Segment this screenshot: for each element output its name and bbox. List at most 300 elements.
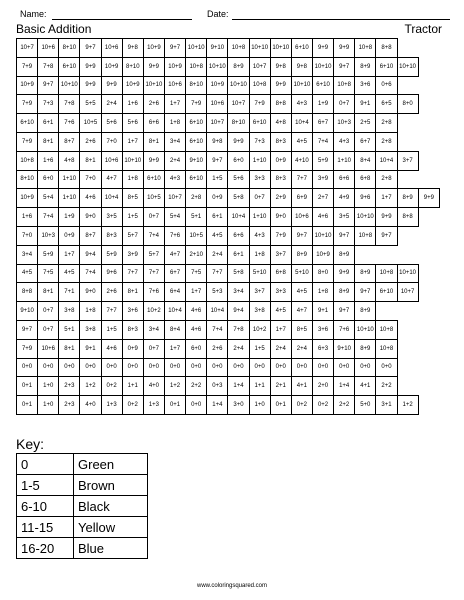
problem-cell[interactable]: 10+5 (186, 226, 207, 245)
problem-cell[interactable]: 0+6 (376, 76, 397, 95)
problem-cell[interactable]: 6+6 (334, 170, 355, 189)
problem-cell[interactable]: 2+8 (376, 170, 397, 189)
problem-cell[interactable]: 9+9 (228, 132, 249, 151)
problem-cell[interactable]: 6+5 (376, 95, 397, 114)
problem-cell[interactable]: 1+10 (249, 151, 270, 170)
problem-cell[interactable]: 3+5 (334, 208, 355, 227)
problem-cell[interactable]: 10+9 (17, 189, 38, 208)
problem-cell[interactable]: 5+10 (249, 264, 270, 283)
problem-cell[interactable]: 5+6 (101, 114, 122, 133)
problem-cell[interactable]: 9+9 (334, 39, 355, 58)
problem-cell[interactable]: 6+4 (164, 283, 185, 302)
problem-cell[interactable]: 9+9 (418, 189, 439, 208)
problem-cell[interactable]: 9+1 (355, 95, 376, 114)
problem-cell[interactable]: 0+0 (355, 358, 376, 377)
problem-cell[interactable]: 4+5 (17, 264, 38, 283)
problem-cell[interactable]: 7+1 (59, 283, 80, 302)
problem-cell[interactable]: 1+3 (143, 396, 164, 415)
problem-cell[interactable]: 0+3 (207, 377, 228, 396)
problem-cell[interactable]: 10+6 (101, 151, 122, 170)
problem-cell[interactable]: 9+9 (143, 151, 164, 170)
problem-cell[interactable]: 10+6 (101, 39, 122, 58)
problem-cell[interactable]: 4+10 (291, 151, 312, 170)
problem-cell[interactable]: 10+4 (291, 114, 312, 133)
problem-cell[interactable]: 10+10 (291, 76, 312, 95)
problem-cell[interactable]: 6+8 (270, 264, 291, 283)
problem-cell[interactable]: 3+9 (312, 170, 333, 189)
problem-cell[interactable]: 2+2 (376, 377, 397, 396)
problem-cell[interactable]: 8+9 (397, 189, 418, 208)
problem-cell[interactable]: 10+8 (376, 264, 397, 283)
problem-cell[interactable]: 0+0 (164, 358, 185, 377)
problem-cell[interactable]: 5+8 (228, 264, 249, 283)
problem-cell[interactable]: 8+3 (270, 132, 291, 151)
problem-cell[interactable]: 1+1 (249, 377, 270, 396)
problem-cell[interactable]: 2+9 (270, 189, 291, 208)
problem-cell[interactable]: 9+7 (207, 151, 228, 170)
problem-cell[interactable]: 1+8 (249, 245, 270, 264)
problem-cell[interactable]: 7+5 (38, 264, 59, 283)
problem-cell[interactable]: 10+9 (17, 76, 38, 95)
problem-cell[interactable]: 8+10 (186, 76, 207, 95)
problem-cell[interactable]: 3+9 (122, 245, 143, 264)
problem-cell[interactable]: 7+4 (312, 132, 333, 151)
problem-cell[interactable]: 10+7 (207, 114, 228, 133)
problem-cell[interactable]: 2+7 (312, 189, 333, 208)
problem-cell[interactable]: 1+3 (101, 396, 122, 415)
problem-cell[interactable]: 1+8 (80, 302, 101, 321)
problem-cell[interactable]: 7+9 (17, 132, 38, 151)
problem-cell[interactable]: 10+10 (270, 39, 291, 58)
problem-cell[interactable]: 3+3 (249, 170, 270, 189)
problem-cell[interactable]: 1+0 (249, 396, 270, 415)
problem-cell[interactable]: 5+9 (312, 151, 333, 170)
problem-cell[interactable]: 10+7 (17, 39, 38, 58)
problem-cell[interactable]: 8+0 (397, 95, 418, 114)
problem-cell[interactable]: 8+8 (376, 39, 397, 58)
problem-cell[interactable]: 0+0 (249, 358, 270, 377)
problem-cell[interactable]: 0+1 (17, 396, 38, 415)
problem-cell[interactable]: 2+4 (101, 95, 122, 114)
problem-cell[interactable]: 0+2 (312, 396, 333, 415)
problem-cell[interactable]: 10+4 (376, 151, 397, 170)
problem-cell[interactable]: 0+2 (122, 396, 143, 415)
problem-cell[interactable]: 4+0 (143, 377, 164, 396)
problem-cell[interactable]: 9+9 (80, 76, 101, 95)
problem-cell[interactable]: 8+9 (355, 339, 376, 358)
problem-cell[interactable]: 4+6 (80, 189, 101, 208)
problem-cell[interactable]: 6+10 (186, 170, 207, 189)
problem-cell[interactable]: 10+4 (164, 302, 185, 321)
problem-cell[interactable]: 3+7 (270, 245, 291, 264)
problem-cell[interactable]: 7+0 (80, 170, 101, 189)
problem-cell[interactable]: 7+7 (122, 264, 143, 283)
problem-cell[interactable]: 10+10 (207, 57, 228, 76)
problem-cell[interactable]: 0+0 (270, 358, 291, 377)
problem-cell[interactable]: 10+9 (101, 57, 122, 76)
problem-cell[interactable]: 1+10 (249, 208, 270, 227)
problem-cell[interactable]: 5+6 (122, 114, 143, 133)
problem-cell[interactable]: 8+8 (397, 208, 418, 227)
problem-cell[interactable]: 0+0 (207, 358, 228, 377)
problem-cell[interactable]: 6+3 (312, 339, 333, 358)
problem-cell[interactable]: 9+7 (376, 226, 397, 245)
problem-cell[interactable]: 2+4 (164, 151, 185, 170)
problem-cell[interactable]: 7+8 (59, 95, 80, 114)
problem-cell[interactable]: 1+8 (122, 170, 143, 189)
problem-cell[interactable]: 10+10 (186, 39, 207, 58)
problem-cell[interactable]: 2+4 (228, 339, 249, 358)
problem-cell[interactable]: 9+7 (38, 76, 59, 95)
problem-cell[interactable]: 3+4 (164, 132, 185, 151)
problem-cell[interactable]: 0+9 (207, 189, 228, 208)
problem-cell[interactable]: 5+1 (59, 320, 80, 339)
problem-cell[interactable]: 7+4 (207, 320, 228, 339)
problem-cell[interactable]: 2+6 (80, 132, 101, 151)
problem-cell[interactable]: 2+4 (291, 339, 312, 358)
problem-cell[interactable]: 8+3 (101, 226, 122, 245)
problem-cell[interactable]: 1+2 (80, 377, 101, 396)
problem-cell[interactable]: 0+9 (270, 151, 291, 170)
problem-cell[interactable]: 1+7 (270, 320, 291, 339)
problem-cell[interactable]: 1+6 (122, 95, 143, 114)
problem-cell[interactable]: 7+4 (80, 264, 101, 283)
problem-cell[interactable]: 2+3 (59, 377, 80, 396)
problem-cell[interactable]: 4+7 (291, 302, 312, 321)
problem-cell[interactable]: 10+10 (122, 151, 143, 170)
problem-cell[interactable]: 10+8 (17, 151, 38, 170)
problem-cell[interactable]: 10+8 (186, 57, 207, 76)
problem-cell[interactable]: 0+0 (228, 358, 249, 377)
problem-cell[interactable]: 0+0 (38, 358, 59, 377)
problem-cell[interactable]: 3+3 (270, 283, 291, 302)
problem-cell[interactable]: 1+9 (59, 208, 80, 227)
problem-cell[interactable]: 1+7 (59, 245, 80, 264)
problem-cell[interactable]: 0+1 (17, 377, 38, 396)
problem-cell[interactable]: 7+7 (291, 170, 312, 189)
problem-cell[interactable]: 0+0 (101, 358, 122, 377)
problem-cell[interactable]: 4+3 (164, 170, 185, 189)
problem-cell[interactable]: 10+3 (334, 114, 355, 133)
problem-cell[interactable]: 3+7 (249, 283, 270, 302)
problem-cell[interactable]: 7+7 (207, 264, 228, 283)
problem-cell[interactable]: 9+10 (17, 302, 38, 321)
problem-cell[interactable]: 0+7 (38, 320, 59, 339)
problem-cell[interactable]: 6+7 (164, 264, 185, 283)
problem-cell[interactable]: 2+0 (312, 377, 333, 396)
problem-cell[interactable]: 8+0 (312, 264, 333, 283)
problem-cell[interactable]: 6+10 (376, 283, 397, 302)
problem-cell[interactable]: 9+9 (312, 39, 333, 58)
problem-cell[interactable]: 1+10 (59, 170, 80, 189)
problem-cell[interactable]: 3+8 (59, 302, 80, 321)
problem-cell[interactable]: 10+7 (228, 95, 249, 114)
problem-cell[interactable]: 1+1 (122, 377, 143, 396)
problem-cell[interactable]: 10+6 (38, 339, 59, 358)
problem-cell[interactable]: 4+5 (207, 226, 228, 245)
problem-cell[interactable]: 0+7 (143, 208, 164, 227)
problem-cell[interactable]: 10+6 (207, 95, 228, 114)
problem-cell[interactable]: 5+9 (38, 245, 59, 264)
problem-cell[interactable]: 5+1 (186, 208, 207, 227)
problem-cell[interactable]: 8+1 (122, 283, 143, 302)
problem-cell[interactable]: 3+6 (312, 320, 333, 339)
problem-cell[interactable]: 4+1 (355, 377, 376, 396)
problem-cell[interactable]: 4+9 (334, 189, 355, 208)
problem-cell[interactable]: 8+9 (355, 302, 376, 321)
problem-cell[interactable]: 4+0 (80, 396, 101, 415)
problem-cell[interactable]: 4+6 (186, 320, 207, 339)
problem-cell[interactable]: 10+6 (38, 39, 59, 58)
problem-cell[interactable]: 9+8 (270, 57, 291, 76)
problem-cell[interactable]: 8+4 (355, 151, 376, 170)
problem-cell[interactable]: 1+4 (207, 396, 228, 415)
problem-cell[interactable]: 8+7 (80, 226, 101, 245)
problem-cell[interactable]: 9+0 (270, 208, 291, 227)
problem-cell[interactable]: 8+9 (355, 264, 376, 283)
problem-cell[interactable]: 2+6 (143, 95, 164, 114)
problem-cell[interactable]: 3+6 (122, 302, 143, 321)
problem-cell[interactable]: 9+6 (355, 189, 376, 208)
problem-cell[interactable]: 0+0 (186, 396, 207, 415)
problem-cell[interactable]: 0+0 (17, 358, 38, 377)
problem-cell[interactable]: 10+8 (376, 339, 397, 358)
problem-cell[interactable]: 10+5 (80, 114, 101, 133)
problem-cell[interactable]: 9+1 (312, 302, 333, 321)
problem-cell[interactable]: 6+10 (376, 57, 397, 76)
problem-cell[interactable]: 4+3 (249, 226, 270, 245)
problem-cell[interactable]: 1+6 (17, 208, 38, 227)
problem-cell[interactable]: 4+8 (270, 114, 291, 133)
problem-cell[interactable]: 10+10 (249, 39, 270, 58)
problem-cell[interactable]: 5+0 (355, 396, 376, 415)
problem-cell[interactable]: 10+6 (164, 76, 185, 95)
problem-cell[interactable]: 8+8 (270, 95, 291, 114)
problem-cell[interactable]: 0+7 (143, 339, 164, 358)
problem-cell[interactable]: 7+9 (17, 57, 38, 76)
problem-cell[interactable]: 6+10 (312, 76, 333, 95)
problem-cell[interactable]: 8+9 (334, 283, 355, 302)
problem-cell[interactable]: 10+10 (312, 226, 333, 245)
problem-cell[interactable]: 9+9 (334, 264, 355, 283)
problem-cell[interactable]: 0+0 (122, 358, 143, 377)
problem-cell[interactable]: 1+6 (38, 151, 59, 170)
problem-cell[interactable]: 7+6 (143, 283, 164, 302)
problem-cell[interactable]: 7+9 (270, 226, 291, 245)
problem-cell[interactable]: 3+6 (355, 76, 376, 95)
problem-cell[interactable]: 4+6 (101, 339, 122, 358)
problem-cell[interactable]: 2+8 (186, 189, 207, 208)
problem-cell[interactable]: 9+1 (80, 339, 101, 358)
problem-cell[interactable]: 8+7 (59, 132, 80, 151)
problem-cell[interactable]: 2+8 (376, 132, 397, 151)
problem-cell[interactable]: 1+4 (228, 377, 249, 396)
problem-cell[interactable]: 4+5 (59, 264, 80, 283)
problem-cell[interactable]: 8+9 (291, 245, 312, 264)
problem-cell[interactable]: 4+8 (59, 151, 80, 170)
problem-cell[interactable]: 1+7 (186, 283, 207, 302)
problem-cell[interactable]: 3+1 (376, 396, 397, 415)
problem-cell[interactable]: 1+2 (164, 377, 185, 396)
problem-cell[interactable]: 10+7 (249, 57, 270, 76)
problem-cell[interactable]: 0+0 (186, 358, 207, 377)
problem-cell[interactable]: 6+7 (312, 114, 333, 133)
problem-cell[interactable]: 0+7 (334, 95, 355, 114)
problem-cell[interactable]: 6+0 (228, 151, 249, 170)
problem-cell[interactable]: 1+7 (122, 132, 143, 151)
problem-cell[interactable]: 6+8 (355, 170, 376, 189)
problem-cell[interactable]: 1+7 (376, 189, 397, 208)
problem-cell[interactable]: 10+9 (312, 245, 333, 264)
problem-cell[interactable]: 7+9 (249, 95, 270, 114)
problem-cell[interactable]: 9+8 (291, 57, 312, 76)
problem-cell[interactable]: 8+4 (164, 320, 185, 339)
problem-cell[interactable]: 1+10 (59, 189, 80, 208)
problem-cell[interactable]: 9+7 (291, 226, 312, 245)
problem-cell[interactable]: 10+10 (397, 264, 418, 283)
problem-cell[interactable]: 8+9 (355, 57, 376, 76)
problem-cell[interactable]: 10+10 (228, 76, 249, 95)
problem-cell[interactable]: 6+10 (59, 57, 80, 76)
problem-cell[interactable]: 8+5 (291, 320, 312, 339)
problem-cell[interactable]: 10+10 (355, 208, 376, 227)
problem-cell[interactable]: 0+7 (249, 189, 270, 208)
problem-cell[interactable]: 5+3 (207, 283, 228, 302)
problem-cell[interactable]: 9+7 (334, 57, 355, 76)
problem-cell[interactable]: 5+7 (122, 226, 143, 245)
problem-cell[interactable]: 10+9 (143, 39, 164, 58)
problem-cell[interactable]: 8+10 (228, 114, 249, 133)
problem-cell[interactable]: 9+9 (143, 57, 164, 76)
problem-cell[interactable]: 10+7 (397, 283, 418, 302)
problem-cell[interactable]: 2+10 (186, 245, 207, 264)
problem-cell[interactable]: 5+6 (228, 170, 249, 189)
problem-cell[interactable]: 9+10 (334, 339, 355, 358)
problem-cell[interactable]: 10+8 (355, 226, 376, 245)
problem-cell[interactable]: 9+8 (122, 39, 143, 58)
problem-cell[interactable]: 9+9 (270, 76, 291, 95)
problem-cell[interactable]: 9+0 (80, 208, 101, 227)
problem-cell[interactable]: 2+6 (101, 283, 122, 302)
problem-cell[interactable]: 8+10 (17, 170, 38, 189)
problem-cell[interactable]: 2+2 (334, 396, 355, 415)
problem-cell[interactable]: 6+0 (38, 170, 59, 189)
problem-cell[interactable]: 7+3 (38, 95, 59, 114)
problem-cell[interactable]: 10+4 (101, 189, 122, 208)
problem-cell[interactable]: 3+0 (228, 396, 249, 415)
problem-cell[interactable]: 7+7 (143, 264, 164, 283)
problem-cell[interactable]: 9+7 (334, 226, 355, 245)
problem-cell[interactable]: 2+4 (207, 245, 228, 264)
problem-cell[interactable]: 6+10 (186, 114, 207, 133)
problem-cell[interactable]: 10+8 (355, 39, 376, 58)
problem-cell[interactable]: 1+5 (101, 320, 122, 339)
problem-cell[interactable]: 9+8 (207, 132, 228, 151)
problem-cell[interactable]: 3+4 (228, 283, 249, 302)
problem-cell[interactable]: 0+2 (101, 377, 122, 396)
problem-cell[interactable]: 4+7 (101, 170, 122, 189)
problem-cell[interactable]: 6+6 (143, 114, 164, 133)
problem-cell[interactable]: 7+6 (59, 114, 80, 133)
problem-cell[interactable]: 8+10 (122, 57, 143, 76)
problem-cell[interactable]: 8+9 (334, 245, 355, 264)
problem-cell[interactable]: 7+9 (186, 95, 207, 114)
problem-cell[interactable]: 9+10 (186, 151, 207, 170)
problem-cell[interactable]: 4+7 (164, 245, 185, 264)
problem-cell[interactable]: 10+8 (228, 39, 249, 58)
problem-cell[interactable]: 5+10 (291, 264, 312, 283)
problem-cell[interactable]: 3+8 (80, 320, 101, 339)
problem-cell[interactable]: 10+8 (249, 76, 270, 95)
problem-cell[interactable]: 9+7 (164, 39, 185, 58)
problem-cell[interactable]: 1+2 (397, 396, 418, 415)
problem-cell[interactable]: 10+10 (59, 76, 80, 95)
problem-cell[interactable]: 1+7 (164, 95, 185, 114)
problem-cell[interactable]: 1+4 (334, 377, 355, 396)
problem-cell[interactable]: 9+9 (376, 208, 397, 227)
problem-cell[interactable]: 4+3 (291, 95, 312, 114)
problem-cell[interactable]: 0+0 (143, 358, 164, 377)
problem-cell[interactable]: 0+0 (59, 358, 80, 377)
problem-cell[interactable]: 9+9 (101, 76, 122, 95)
problem-cell[interactable]: 8+1 (38, 283, 59, 302)
problem-cell[interactable]: 6+10 (291, 39, 312, 58)
problem-cell[interactable]: 1+5 (207, 170, 228, 189)
problem-cell[interactable]: 0+9 (59, 226, 80, 245)
problem-cell[interactable]: 2+6 (207, 339, 228, 358)
problem-cell[interactable]: 0+7 (38, 302, 59, 321)
problem-cell[interactable]: 7+6 (334, 320, 355, 339)
problem-cell[interactable]: 9+4 (228, 302, 249, 321)
problem-cell[interactable]: 2+4 (270, 339, 291, 358)
problem-cell[interactable]: 2+3 (59, 396, 80, 415)
problem-cell[interactable]: 10+4 (207, 302, 228, 321)
problem-cell[interactable]: 8+1 (59, 339, 80, 358)
problem-cell[interactable]: 7+3 (249, 132, 270, 151)
problem-cell[interactable]: 1+5 (249, 339, 270, 358)
problem-cell[interactable]: 9+7 (80, 39, 101, 58)
problem-cell[interactable]: 10+10 (312, 57, 333, 76)
problem-cell[interactable]: 9+7 (17, 320, 38, 339)
problem-cell[interactable]: 10+10 (355, 320, 376, 339)
problem-cell[interactable]: 5+8 (228, 189, 249, 208)
problem-cell[interactable]: 6+1 (207, 208, 228, 227)
problem-cell[interactable]: 9+6 (101, 264, 122, 283)
problem-cell[interactable]: 7+9 (17, 339, 38, 358)
problem-cell[interactable]: 8+3 (270, 170, 291, 189)
problem-cell[interactable]: 1+0 (38, 377, 59, 396)
problem-cell[interactable]: 10+8 (334, 76, 355, 95)
problem-cell[interactable]: 7+5 (186, 264, 207, 283)
problem-cell[interactable]: 3+8 (249, 302, 270, 321)
problem-cell[interactable]: 0+9 (122, 339, 143, 358)
problem-cell[interactable]: 1+9 (312, 95, 333, 114)
problem-cell[interactable]: 9+4 (80, 245, 101, 264)
problem-cell[interactable]: 3+5 (101, 208, 122, 227)
problem-cell[interactable]: 8+10 (59, 39, 80, 58)
problem-cell[interactable]: 2+8 (376, 114, 397, 133)
problem-cell[interactable]: 4+6 (186, 302, 207, 321)
problem-cell[interactable]: 9+7 (334, 302, 355, 321)
problem-cell[interactable]: 3+7 (397, 151, 418, 170)
problem-cell[interactable]: 3+4 (17, 245, 38, 264)
problem-cell[interactable]: 10+6 (291, 208, 312, 227)
problem-cell[interactable]: 8+1 (143, 132, 164, 151)
problem-cell[interactable]: 0+0 (334, 358, 355, 377)
problem-cell[interactable]: 0+0 (376, 358, 397, 377)
problem-cell[interactable]: 6+10 (186, 132, 207, 151)
problem-cell[interactable]: 9+10 (207, 39, 228, 58)
